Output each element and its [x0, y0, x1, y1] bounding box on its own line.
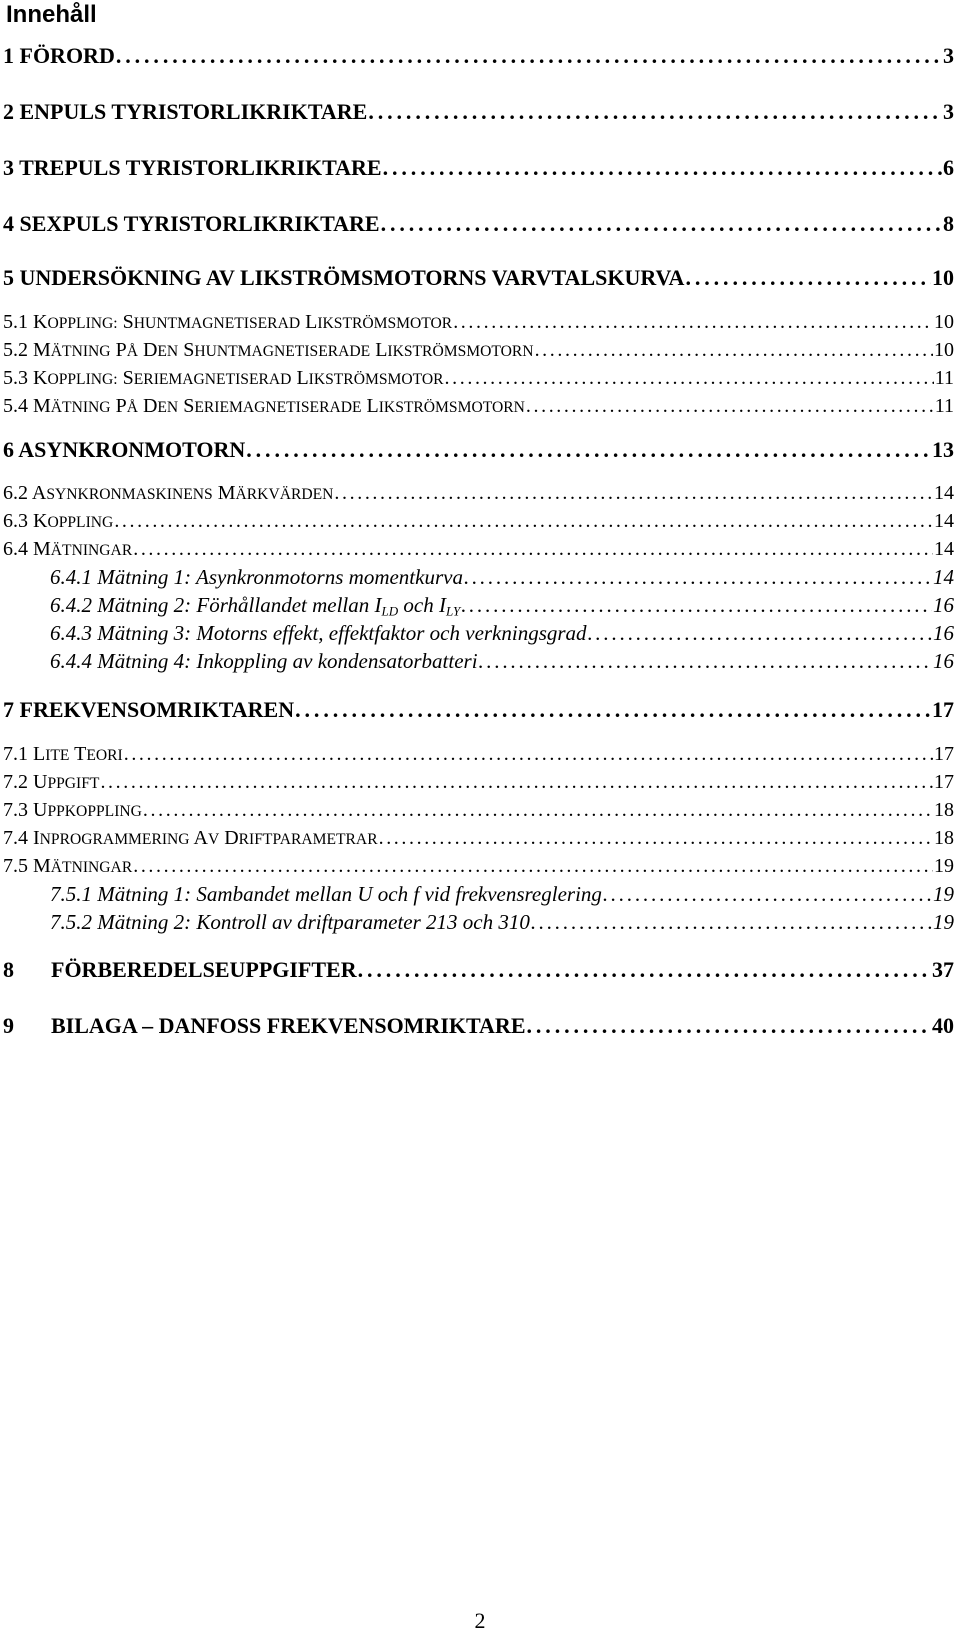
toc-entry-page: 10 — [934, 339, 954, 361]
toc-entry-page: 17 — [934, 771, 954, 793]
toc-entry-label: INPROGRAMMERING AV DRIFTPARAMETRAR — [33, 827, 378, 849]
toc-entry-label — [20, 43, 115, 68]
toc-entry-label-text: UNDERSÖKNING AV LIKSTRÖMSMOTORNS VARVTALSKURVA — [19, 265, 685, 290]
toc-entry-page: 18 — [934, 827, 954, 849]
toc-entry-label-text: SEXPULS TYRISTORLIKRIKTARE — [19, 211, 380, 236]
toc-entry-label-text: FÖRBEREDELSEUPPGIFTER — [51, 957, 357, 982]
toc-entry-title — [3, 1010, 526, 1042]
toc-entry-page: 10 — [934, 311, 954, 333]
toc-entry-number: 8 — [3, 957, 14, 982]
toc-entry[interactable] — [3, 392, 954, 420]
toc-entry-page: 19 — [933, 910, 954, 934]
toc-entry-label — [20, 211, 380, 236]
toc-entry-label: MÄTNINGAR — [33, 538, 133, 560]
toc-entry-label: MÄTNING PÅ DEN SERIEMAGNETISERADE LIKSTRÖMSMOTORN — [33, 395, 525, 417]
toc-entry-title — [3, 824, 378, 852]
toc-entry-page: 37 — [932, 957, 954, 982]
toc-entry-page: 14 — [934, 510, 954, 532]
subscript: LD — [381, 603, 399, 619]
toc-entry-title — [3, 392, 525, 420]
toc-entry-title — [3, 694, 294, 726]
toc-entry-page: 16 — [933, 649, 954, 673]
toc-dot-leader — [133, 852, 933, 880]
toc-dot-leader — [368, 96, 942, 128]
toc-dot-leader — [453, 308, 933, 336]
toc-dot-leader — [124, 740, 933, 768]
toc-entry-number: 6.4.3 — [50, 621, 92, 645]
toc-entry-title — [3, 740, 123, 768]
toc-entry-title — [3, 852, 132, 880]
toc-entry-number: 7.5.2 — [50, 910, 92, 934]
toc-entry-page: 40 — [932, 1013, 954, 1038]
page-number: 2 — [474, 1608, 486, 1633]
toc-dot-leader — [535, 336, 933, 364]
toc-entry-label-text: TREPULS TYRISTORLIKRIKTARE — [19, 155, 382, 180]
toc-entry-number: 6.4.2 — [50, 593, 92, 617]
toc-entry-label: UPPKOPPLING — [33, 799, 142, 821]
toc-entry-page: 8 — [943, 211, 954, 236]
toc-entry-page: 14 — [934, 482, 954, 504]
toc-entry[interactable] — [3, 1010, 954, 1042]
toc-dot-leader — [334, 479, 933, 507]
toc-entry-label — [19, 155, 382, 180]
toc-entry-page: 11 — [934, 395, 954, 417]
toc-dot-leader — [531, 908, 932, 936]
toc-dot-leader — [114, 507, 933, 535]
toc-entry-number: 7.1 — [3, 743, 28, 765]
toc-entry-label: MÄTNING PÅ DEN SHUNTMAGNETISERADE LIKSTRÖMSMOTORN — [33, 339, 534, 361]
toc-entry-number: 1 — [3, 43, 14, 68]
toc-entry-page: 17 — [934, 743, 954, 765]
toc-entry-page: 3 — [943, 43, 954, 68]
toc-entry-page: 14 — [933, 565, 954, 589]
toc-dot-leader — [100, 768, 933, 796]
toc-entry[interactable] — [3, 824, 954, 852]
toc-entry[interactable] — [3, 208, 954, 240]
toc-entry-title — [50, 880, 602, 908]
toc-entry-label-text: ASYNKRONMOTORN — [18, 437, 246, 462]
toc-entry-label: ASYNKRONMASKINENS MÄRKVÄRDEN — [31, 482, 334, 504]
toc-entry-title — [3, 336, 534, 364]
toc-entry-number: 6.4.1 — [50, 565, 92, 589]
toc-entry-label — [97, 910, 530, 934]
toc-entry-number: 4 — [3, 211, 14, 236]
toc-dot-leader — [464, 563, 932, 591]
toc-dot-leader — [379, 824, 933, 852]
toc-entry[interactable] — [3, 954, 954, 986]
toc-entry-number: 9 — [3, 1013, 14, 1038]
toc-entry[interactable] — [3, 768, 954, 796]
toc-entry-title — [3, 208, 380, 240]
toc-entry-page: 19 — [934, 855, 954, 877]
toc-entry-number: 2 — [3, 99, 14, 124]
toc-entry-number: 7.5.1 — [50, 882, 92, 906]
toc-entry-title — [3, 96, 367, 128]
toc-entry-title — [50, 563, 463, 591]
toc-entry[interactable] — [3, 694, 954, 726]
toc-entry[interactable] — [3, 262, 954, 294]
toc-entry[interactable] — [3, 40, 954, 72]
toc-entry-label-text: Mätning 3: Motorns effekt, effektfaktor och verkningsgrad — [97, 621, 587, 645]
toc-entry-number: 5.2 — [3, 339, 28, 361]
toc-entry[interactable] — [50, 619, 954, 647]
toc-dot-leader — [381, 208, 942, 240]
toc-entry-title — [3, 535, 132, 563]
toc-entry-page: 16 — [933, 593, 954, 617]
toc-entry-title — [3, 364, 444, 392]
toc-dot-leader — [116, 40, 942, 72]
toc-entry-label — [97, 882, 602, 906]
toc-entry-number: 5.4 — [3, 395, 28, 417]
toc-entry-number: 6.2 — [3, 482, 28, 504]
toc-entry-label: KOPPLING: SERIEMAGNETISERAD LIKSTRÖMSMOTOR — [33, 367, 444, 389]
toc-entry-number: 7 — [3, 697, 14, 722]
toc-heading: Innehåll — [6, 1, 97, 28]
toc-entry-number: 7.3 — [3, 799, 28, 821]
toc-dot-leader — [588, 619, 932, 647]
toc-entry-title — [3, 308, 452, 336]
toc-entry-number: 6.4.4 — [50, 649, 92, 673]
toc-entry-page: 16 — [933, 621, 954, 645]
toc-entry[interactable] — [3, 364, 954, 392]
toc-entry-label-text: Mätning 4: Inkoppling av kondensatorbatteri — [97, 649, 478, 673]
toc-entry-title — [3, 40, 115, 72]
toc-entry-label-text: och I — [398, 593, 446, 617]
toc-entry-number: 7.5 — [3, 855, 28, 877]
toc-entry[interactable] — [3, 336, 954, 364]
toc-entry-number: 6.3 — [3, 510, 28, 532]
toc-entry-label: LITE TEORI — [33, 743, 123, 765]
toc-entry-label-text: BILAGA – DANFOSS FREKVENSOMRIKTARE — [51, 1013, 526, 1038]
toc-entry-title — [3, 262, 684, 294]
toc-entry-label: UPPGIFT — [33, 771, 100, 793]
toc-entry-label: MÄTNINGAR — [33, 855, 133, 877]
toc-entry[interactable] — [3, 507, 954, 535]
toc-entry[interactable] — [3, 152, 954, 184]
toc-entry-number: 5 — [3, 265, 14, 290]
toc-entry-number: 7.4 — [3, 827, 28, 849]
toc-entry[interactable] — [50, 647, 954, 675]
toc-entry[interactable] — [3, 535, 954, 563]
toc-entry-label-text: FÖRORD — [19, 43, 115, 68]
toc-entry-page: 14 — [934, 538, 954, 560]
toc-entry[interactable] — [3, 479, 954, 507]
toc-entry-title — [3, 954, 357, 986]
toc-entry-title — [3, 152, 382, 184]
toc-entry[interactable] — [50, 591, 954, 619]
toc-dot-leader — [526, 392, 934, 420]
toc-entry-label — [20, 99, 368, 124]
toc-dot-leader — [133, 535, 933, 563]
toc-entry-label-text: Mätning 1: Sambandet mellan U och f vid frekvensreglering — [97, 882, 602, 906]
toc-entry-label: KOPPLING: SHUNTMAGNETISERAD LIKSTRÖMSMOTOR — [33, 311, 453, 333]
toc-entry-page: 17 — [932, 697, 954, 722]
toc-entry-label — [97, 565, 463, 589]
toc-entry-title — [50, 908, 530, 936]
toc-entry-label-text: Mätning 1: Asynkronmotorns momentkurva — [97, 565, 463, 589]
toc-entry[interactable] — [50, 880, 954, 908]
toc-entry-number: 6.4 — [3, 538, 28, 560]
toc-entry-page: 19 — [933, 882, 954, 906]
toc-entry-label-text: FREKVENSOMRIKTAREN — [19, 697, 295, 722]
toc-entry[interactable] — [50, 908, 954, 936]
toc-entry[interactable] — [3, 740, 954, 768]
toc-entry-number: 5.3 — [3, 367, 28, 389]
toc-dot-leader — [527, 1010, 932, 1042]
toc-entry-label — [51, 957, 357, 982]
toc-entry-label — [20, 265, 685, 290]
toc-entry[interactable] — [3, 96, 954, 128]
toc-entry[interactable] — [3, 796, 954, 824]
toc-entry-label — [97, 593, 460, 617]
toc-entry-page: 10 — [932, 265, 954, 290]
toc-entry[interactable] — [3, 434, 954, 466]
toc-entry[interactable] — [3, 308, 954, 336]
toc-entry[interactable] — [50, 563, 954, 591]
toc-entry-title — [3, 434, 245, 466]
toc-entry-label-text: Mätning 2: Kontroll av driftparameter 213 och 310 — [97, 910, 530, 934]
toc-entry-label-text: Mätning 2: Förhållandet mellan I — [97, 593, 382, 617]
toc-entry-label — [20, 697, 295, 722]
toc-entry-number: 7.2 — [3, 771, 28, 793]
toc-dot-leader — [461, 591, 932, 619]
toc-dot-leader — [445, 364, 934, 392]
toc-entry-page: 18 — [934, 799, 954, 821]
toc-dot-leader — [143, 796, 933, 824]
toc-entry-label — [97, 621, 586, 645]
toc-dot-leader — [685, 262, 931, 294]
toc-dot-leader — [246, 434, 931, 466]
toc-entry[interactable] — [3, 852, 954, 880]
toc-entry-page: 6 — [943, 155, 954, 180]
toc-entry-label — [97, 649, 477, 673]
toc-entry-title — [3, 768, 99, 796]
toc-entry-title — [3, 479, 333, 507]
toc-dot-leader — [479, 647, 932, 675]
toc-entry-label-text: ENPULS TYRISTORLIKRIKTARE — [19, 99, 368, 124]
toc-dot-leader — [295, 694, 931, 726]
toc-entry-page: 11 — [934, 367, 954, 389]
toc-entry-title — [50, 619, 587, 647]
toc-entry-label — [51, 1013, 526, 1038]
toc-entry-label — [18, 437, 245, 462]
subscript: LY — [445, 603, 461, 619]
toc-entry-number: 6 — [3, 437, 14, 462]
toc-entry-title — [3, 507, 113, 535]
toc-dot-leader — [603, 880, 932, 908]
toc-entry-title — [50, 591, 460, 619]
toc-entry-label: KOPPLING — [33, 510, 114, 532]
toc-entry-page: 13 — [932, 437, 954, 462]
toc-dot-leader — [358, 954, 931, 986]
toc-dot-leader — [383, 152, 942, 184]
toc-entry-number: 3 — [3, 155, 14, 180]
toc-entry-title — [50, 647, 478, 675]
toc-entry-number: 5.1 — [3, 311, 28, 333]
toc-entry-page: 3 — [943, 99, 954, 124]
toc-entry-title — [3, 796, 142, 824]
